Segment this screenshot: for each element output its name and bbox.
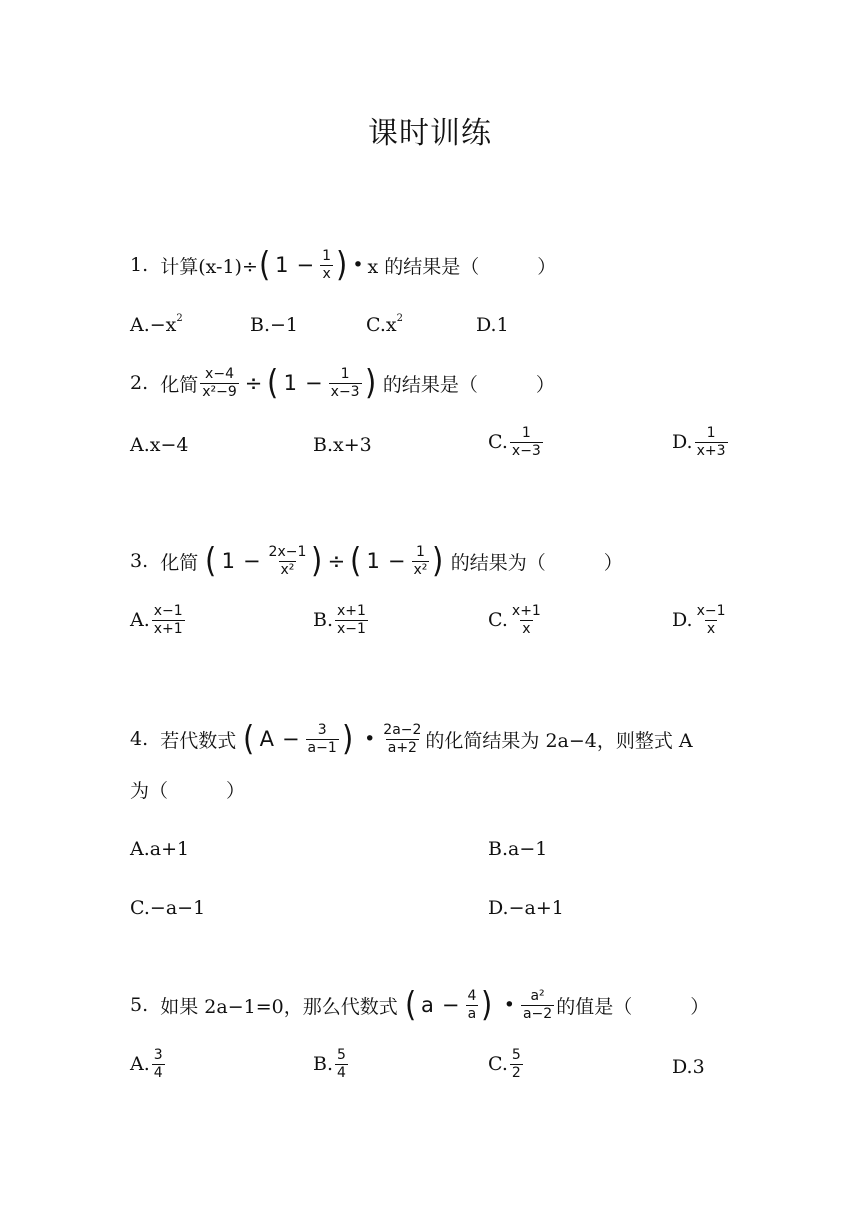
q2-one: 1 <box>283 371 298 395</box>
q5-option-d: D.3 <box>672 1056 705 1078</box>
q3-one-2: 1 <box>366 549 380 573</box>
q3-rparen-2: ) <box>432 541 444 581</box>
q4-option-a: A.a+1 <box>130 838 190 860</box>
q5-lparen: ( <box>404 985 417 1025</box>
q3-suffix: 的结果为（ <box>450 551 546 574</box>
q5-option-a: A. $\frac{3}{4}$ <box>130 1047 163 1081</box>
q2-fraction-1: $\frac{x-4}{\text{x²−9}}$ <box>202 365 237 400</box>
q2-option-d: D. $\frac{1}{x+3}$ <box>672 425 726 459</box>
q5-option-c: C. $\frac{5}{2}$ <box>488 1047 521 1081</box>
q5-minus: − <box>441 993 460 1017</box>
q4-suffix: 的化简结果为 2a−4，则整式 A <box>425 729 693 752</box>
q3-rparen-1: ) <box>311 541 323 581</box>
q1-lparen: ( <box>258 245 271 285</box>
question-2 <box>130 363 555 403</box>
q4-close: ） <box>226 780 246 802</box>
q3-number: 3. <box>130 550 149 572</box>
q1-prefix: 计算(x-1)÷ <box>160 255 258 278</box>
question-1 <box>130 245 557 285</box>
q3-fraction-2: $\frac{1}{\text{x²}}$ <box>413 543 428 578</box>
q1-rparen: ) <box>336 245 348 285</box>
q2-rparen: ) <box>364 363 376 403</box>
question-5 <box>130 985 710 1025</box>
q2-prefix: 化简 <box>160 373 199 396</box>
q5-number: 5. <box>130 994 149 1016</box>
q2-option-a: A.x−4 <box>130 434 189 456</box>
q3-lparen-2: ( <box>350 541 362 581</box>
q1-close: ） <box>537 255 557 278</box>
q2-fraction-2: $\frac{1}{x-3}$ <box>330 365 360 400</box>
q1-option-a: A.−x 2 <box>130 312 183 336</box>
q1-one: 1 <box>275 253 289 277</box>
q2-lparen: ( <box>267 363 279 403</box>
question-3 <box>130 541 623 581</box>
q4-minus: − <box>281 727 300 751</box>
q3-close: ） <box>603 551 623 574</box>
q1-option-b: B.−1 <box>250 314 299 336</box>
q5-prefix: 如果 2a−1=0，那么代数式 <box>160 995 398 1018</box>
q5-close: ） <box>690 995 710 1018</box>
q3-fraction-1: $\frac{2x-1}{\text{x²}}$ <box>268 543 307 578</box>
q3-option-c: C. $\frac{x+1}{x}$ <box>488 603 541 637</box>
q4-dot: • <box>364 728 376 750</box>
q2-number: 2. <box>130 372 149 394</box>
q3-option-d: D. $\frac{x-1}{x}$ <box>672 603 726 637</box>
q3-div: ÷ <box>327 549 346 573</box>
q5-option-b: B. $\frac{5}{4}$ <box>313 1047 346 1081</box>
q1-option-c: C.x 2 <box>366 312 403 336</box>
q4-fraction-1: $\frac{3}{a-1}$ <box>307 721 337 756</box>
q4-fraction-2: $\frac{2a-2}{a+2}$ <box>383 721 422 756</box>
q2-minus: − <box>305 371 323 395</box>
q1-number: 1. <box>130 254 149 276</box>
q4-line2: 为（ <box>130 780 169 802</box>
q1-dot: • <box>352 254 364 276</box>
q1-suffix: x 的结果是（ <box>367 255 480 278</box>
q4-number: 4. <box>130 728 149 750</box>
q2-close: ） <box>535 373 555 396</box>
q5-suffix: 的值是（ <box>556 995 633 1018</box>
q3-lparen-1: ( <box>205 541 217 581</box>
q3-one-1: 1 <box>221 549 235 573</box>
q5-a: a <box>421 993 434 1017</box>
page-title: 课时训练 <box>368 116 492 151</box>
q5-rparen: ) <box>481 985 493 1025</box>
q2-suffix: 的结果是（ <box>382 373 478 396</box>
q5-fraction-2: $\frac{\text{a²}}{a-2}$ <box>522 987 553 1022</box>
question-4-line-2 <box>130 776 245 803</box>
q3-option-a: A. $\frac{x-1}{x+1}$ <box>130 603 183 637</box>
q4-lparen: ( <box>243 719 255 759</box>
q2-div: ÷ <box>244 371 263 395</box>
q5-dot: • <box>503 994 515 1016</box>
q4-A: A <box>259 727 274 751</box>
q3-option-b: B. $\frac{x+1}{x-1}$ <box>313 603 366 637</box>
q4-option-b: B.a−1 <box>488 838 548 860</box>
q3-minus-2: − <box>387 549 406 573</box>
q2-option-b: B.x+3 <box>313 434 372 456</box>
q2-option-c: C. $\frac{1}{x-3}$ <box>488 425 541 459</box>
q3-minus-1: − <box>242 549 261 573</box>
q4-rparen: ) <box>341 719 354 759</box>
question-4 <box>130 719 693 759</box>
q1-fraction: $\frac{1}{x}$ <box>322 247 332 282</box>
q1-minus: − <box>296 253 315 277</box>
q4-prefix: 若代数式 <box>160 729 237 752</box>
q4-option-d: D.−a+1 <box>488 897 564 919</box>
q4-option-c: C.−a−1 <box>130 897 206 919</box>
q3-prefix: 化简 <box>160 551 199 574</box>
q5-fraction-1: $\frac{4}{a}$ <box>467 987 477 1022</box>
q1-option-d: D.1 <box>476 314 509 336</box>
